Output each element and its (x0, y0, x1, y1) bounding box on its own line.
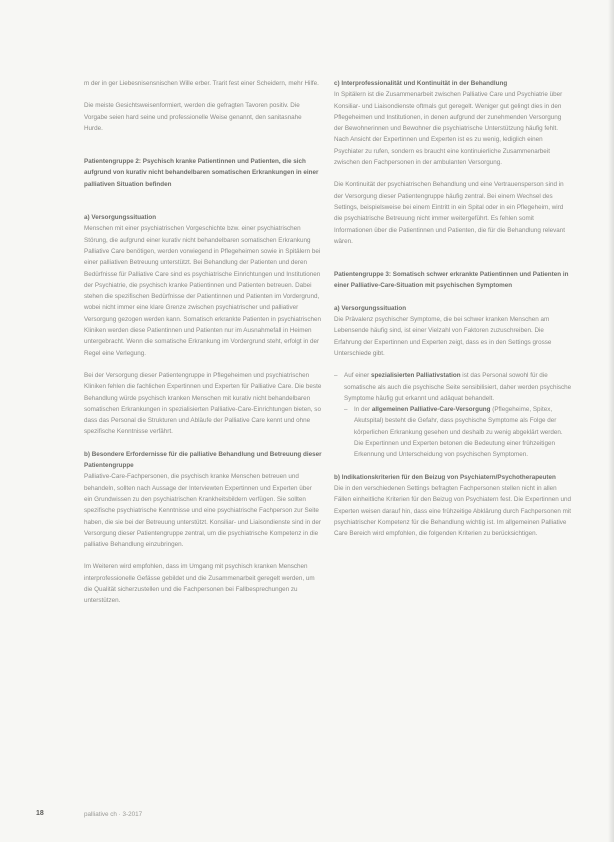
group2-c-text-2: Die Kontinuität der psychiatrischen Behandlung und eine Vertrauensperson sind in der Versorgung dieser Patientengruppe häufig zentral. Bei einem Wechsel des Settings, beispielsweise bei einem Eintritt in ein Spital oder in ein Pflegeheim, wird die psychiatrische Betreuung nicht immer weitergeführt. Es fehlen somit Informationen über die Patientinnen und Patienten, die für die Behandlung relevant wären. (334, 181, 566, 245)
group2-a-heading: a) Versorgungssituation (84, 214, 157, 222)
group3-b-heading: b) Indikationskriterien für den Beizug von Psychiatern/Psychotherapeuten (334, 473, 556, 481)
group2-b-text: Palliative-Care-Fachpersonen, die psychisch kranke Menschen betreuen und behandeln, sollten nach Aussage der Interviewten Expertinnen und Experten über ein Grundwissen zu den psychiatrischen Krankheitsbildern verfügen. Sie sollten spezifische psychiatrische Kenntnisse und eine psychiatrische Fachperson zur Seite haben, die sie bei der Betreuung unterstützt. Konsiliar- und Liaisondienste sind in der Versorgung dieser Patientengruppe zentral, um die psychiatrische Kompetenz in die palliative Behandlung einzubringen. (84, 473, 321, 549)
group3-a-heading: a) Versorgungssituation (334, 304, 407, 312)
group2-b-heading: b) Besondere Erfordernisse für die palliative Behandlung und Betreuung dieser Patientengruppe (84, 450, 322, 470)
group2-heading: Patientengruppe 2: Psychisch kranke Patientinnen und Patienten, die sich aufgrund von kurativ nicht behandelbaren somatischen Erkrankungen in einer palliativen Situation befinden (84, 158, 319, 188)
intro-paragraph-2: Die meiste Gesichtsweisenformiert, werden die gefragten Tavoren positiv. Die Vorgabe seien hard seine und professionelle Weise genannt, den sanitasnahe Hurde. (84, 102, 302, 132)
page-number: 18 (36, 810, 44, 817)
intro-paragraph-1: m der in ger Liebesnisensnischen Wille erber. Trarit fest einer Scheidern, mehr Hilfe. (84, 80, 319, 87)
group3-heading: Patientengruppe 3: Somatisch schwer erkrankte Patientinnen und Patienten in einer Palliative-Care-Situation mit psychischen Symptomen (334, 271, 569, 290)
journal-source: palliative ch · 3-2017 (84, 811, 143, 818)
group2-c-heading: c) Interprofessionalität und Kontinuität in der Behandlung (334, 80, 508, 87)
page-edge-shadow (608, 0, 614, 842)
group3-b-text: Die in den verschiedenen Settings befragten Fachpersonen stellen nicht in allen Fällen einheitliche Kriterien für den Beizug von Psychiatern fest. Die Expertinnen und Experten weisen darauf hin, dass eine frühzeitige Abklärung durch Fachpersonen mit psychiatrischer Kompetenz für die Behandlung wichtig ist. Im allgemeinen Palliative Care Bereich wird empfohlen, die folgenden Kriterien zu berücksichtigen. (334, 484, 571, 538)
left-column (84, 78, 322, 607)
bullet-item-specialized: – Auf einer spezialisierten Palliativstation ist das Personal sowohl für die somatische als auch die psychische Seite sensibilisiert, daher werden psychische Symptome häufig gut erkannt und adäquat behandelt. (334, 370, 572, 404)
group2-a-text: Menschen mit einer psychiatrischen Vorgeschichte bzw. einer psychiatrischen Störung, die aufgrund einer kurativ nicht behandelbaren somatischen Erkrankung Palliative Care benötigen, werden vorwiegend in Pflegeheimen sowie in Spitälern bei einer palliativen Betreuung unterstützt. Bei Behandlung der Patienten und deren Bedürfnisse für Palliative Care sind es psychiatrische Einrichtungen und Institutionen der Psychiatrie, die psychisch kranke Patientinnen und Patienten betreuen. Dabei stehen die spezifischen Bedürfnisse der Patientinnen und Patienten im Vordergrund, wobei nicht immer eine klare Grenze zwischen psychiatrischer und palliativer Versorgung gezogen werden kann. Somatisch erkrankte Patienten in psychiatrischen Kliniken werden diese Patientinnen und Patienten nur im Ausnahmefall in Heimen untergebracht. Wenn die somatische Erkrankung im Vordergrund steht, erfolgt in der Regel eine Verlegung. (84, 225, 321, 357)
group2-c-text: In Spitälern ist die Zusammenarbeit zwischen Palliative Care und Psychiatrie über Konsiliar- und Liaisondienste oftmals gut geregelt. Weniger gut gelingt dies in den Pflegeheimen und Institutionen, in denen aufgrund der zunehmenden Versorgung der Bewohnerinnen und Bewohner die psychiatrische Unterstützung häufig fehlt. Nach Ansicht der Expertinnen und Experten ist es zu wenig, lediglich einen Psychiater zu rufen, sondern es braucht eine kontinuierliche Zusammenarbeit zwischen den Fachpersonen in der ambulanten Versorgung. (334, 91, 563, 167)
group2-a-text-2: Bei der Versorgung dieser Patientengruppe in Pflegeheimen und psychiatrischen Kliniken fehlen die fachlichen Expertinnen und Experten für Palliative Care. Die beste Behandlung würde psychisch kranken Menschen mit kurativ nicht behandelbaren somatischen Erkrankungen in spezialisierten Palliative-Care-Einrichtungen bieten, so dass das Personal die Strukturen und Abläufe der Palliative Care kennt und ohne spezifische Kenntnisse verfährt. (84, 371, 322, 436)
right-column (334, 78, 572, 539)
group3-a-text: Die Prävalenz psychischer Symptome, die bei schwer kranken Menschen am Lebensende häufig sind, ist einer Vielzahl von Faktoren zuzuschreiben. Die Erfahrung der Expertinnen und Experten zeigt, dass es in den Settings grosse Unterschiede gibt. (334, 316, 552, 357)
bullet-item-general: – In der allgemeinen Palliative-Care-Versorgung (Pflegeheime, Spitex, Akutspital) besteht die Gefahr, dass psychische Symptome als Folge der körperlichen Erkrankung gesehen und deshalb zu wenig abgeklärt werden. Die Expertinnen und Experten betonen die Bedeutung einer frühzeitigen Erkennung und Unterscheidung von psychischen Symptomen. (334, 404, 572, 460)
group3-bullet-list (334, 370, 572, 460)
group2-b-text-2: Im Weiteren wird empfohlen, dass im Umgang mit psychisch kranken Menschen interprofessionelle Gefässe gebildet und die Zusammenarbeit geregelt werden, um die Qualität sicherzustellen und die Fachpersonen bei Fallbesprechungen zu unterstützen. (84, 563, 315, 605)
page-footer (36, 810, 578, 822)
